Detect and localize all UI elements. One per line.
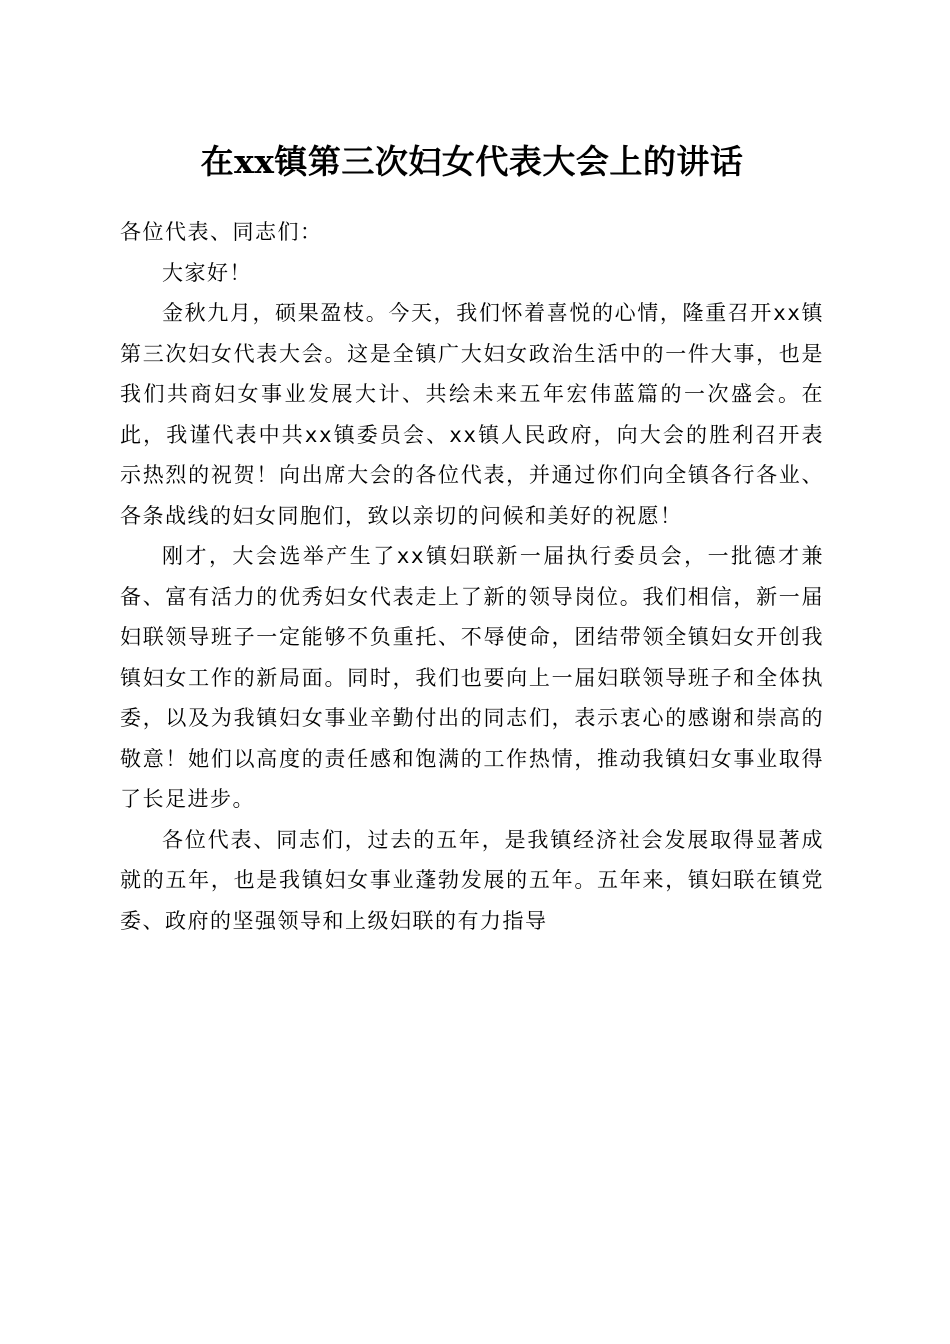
salutation: 各位代表、同志们：: [120, 220, 323, 244]
document-title: 在xx镇第三次妇女代表大会上的讲话: [200, 142, 744, 181]
paragraph-review: 各位代表、同志们，过去的五年，是我镇经济社会发展取得显著成就的五年，也是我镇妇女事业蓬勃发展的五年。五年来，镇妇联在镇党委、政府的坚强领导和上级妇联的有力指导: [120, 827, 824, 933]
paragraph-opening: 金秋九月，硕果盈枝。今天，我们怀着喜悦的心情，隆重召开xx镇第三次妇女代表大会。这是全镇广大妇女政治生活中的一件大事，也是我们共商妇女事业发展大计、共绘未来五年宏伟蓝篇的一次盛会。在此，我谨代表中共xx镇委员会、xx镇人民政府，向大会的胜利召开表示热烈的祝贺！向出席大会的各位代表，并通过你们向全镇各行各业、各条战线的妇女同胞们，致以亲切的问候和美好的祝愿！: [120, 301, 824, 528]
document-page: [120, 0, 824, 941]
paragraph-greeting: 大家好！: [162, 260, 252, 285]
paragraph-election: 刚才，大会选举产生了xx镇妇联新一届执行委员会，一批德才兼备、富有活力的优秀妇女代表走上了新的领导岗位。我们相信，新一届妇联领导班子一定能够不负重托、不辱使命，团结带领全镇妇女开创我镇妇女工作的新局面。同时，我们也要向上一届妇联领导班子和全体执委，以及为我镇妇女事业辛勤付出的同志们，表示衷心的感谢和崇高的敬意！她们以高度的责任感和饱满的工作热情，推动我镇妇女事业取得了长足进步。: [120, 544, 824, 811]
